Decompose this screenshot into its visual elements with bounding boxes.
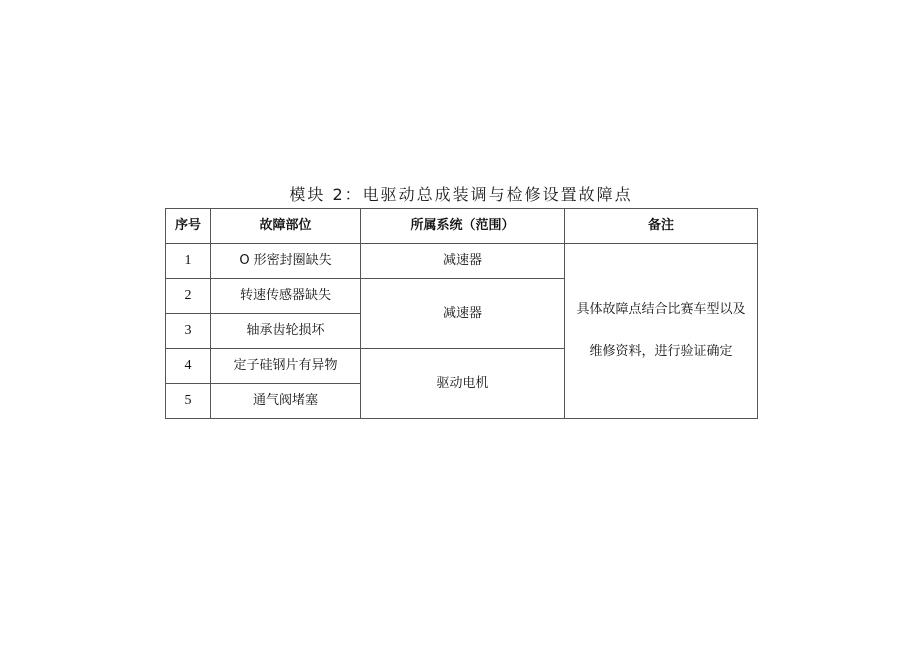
row-fault-part: O 形密封圈缺失 (211, 244, 361, 279)
row-system: 驱动电机 (361, 349, 565, 419)
header-system: 所属系统（范围） (361, 209, 565, 244)
table-row (166, 244, 758, 279)
row-fault-part: 轴承齿轮损坏 (211, 314, 361, 349)
note-cell (565, 244, 758, 419)
note-line: 具体故障点结合比赛车型以及 (576, 302, 746, 317)
row-seq: 4 (166, 349, 211, 384)
table-header-row (166, 209, 758, 244)
fault-point-table (165, 208, 758, 419)
row-seq: 5 (166, 384, 211, 419)
row-system: 减速器 (361, 279, 565, 349)
note-line: 维修资料，进行验证确定 (589, 344, 733, 359)
row-seq: 1 (166, 244, 211, 279)
document-title: 模块 2：电驱动总成装调与检修设置故障点 (289, 185, 633, 204)
row-fault-part: 通气阀堵塞 (211, 384, 361, 419)
header-fault-part: 故障部位 (211, 209, 361, 244)
row-system: 减速器 (361, 244, 565, 279)
row-seq: 2 (166, 279, 211, 314)
header-seq: 序号 (166, 209, 211, 244)
header-note: 备注 (565, 209, 758, 244)
row-seq: 3 (166, 314, 211, 349)
row-fault-part: 定子硅钢片有异物 (211, 349, 361, 384)
row-fault-part: 转速传感器缺失 (211, 279, 361, 314)
